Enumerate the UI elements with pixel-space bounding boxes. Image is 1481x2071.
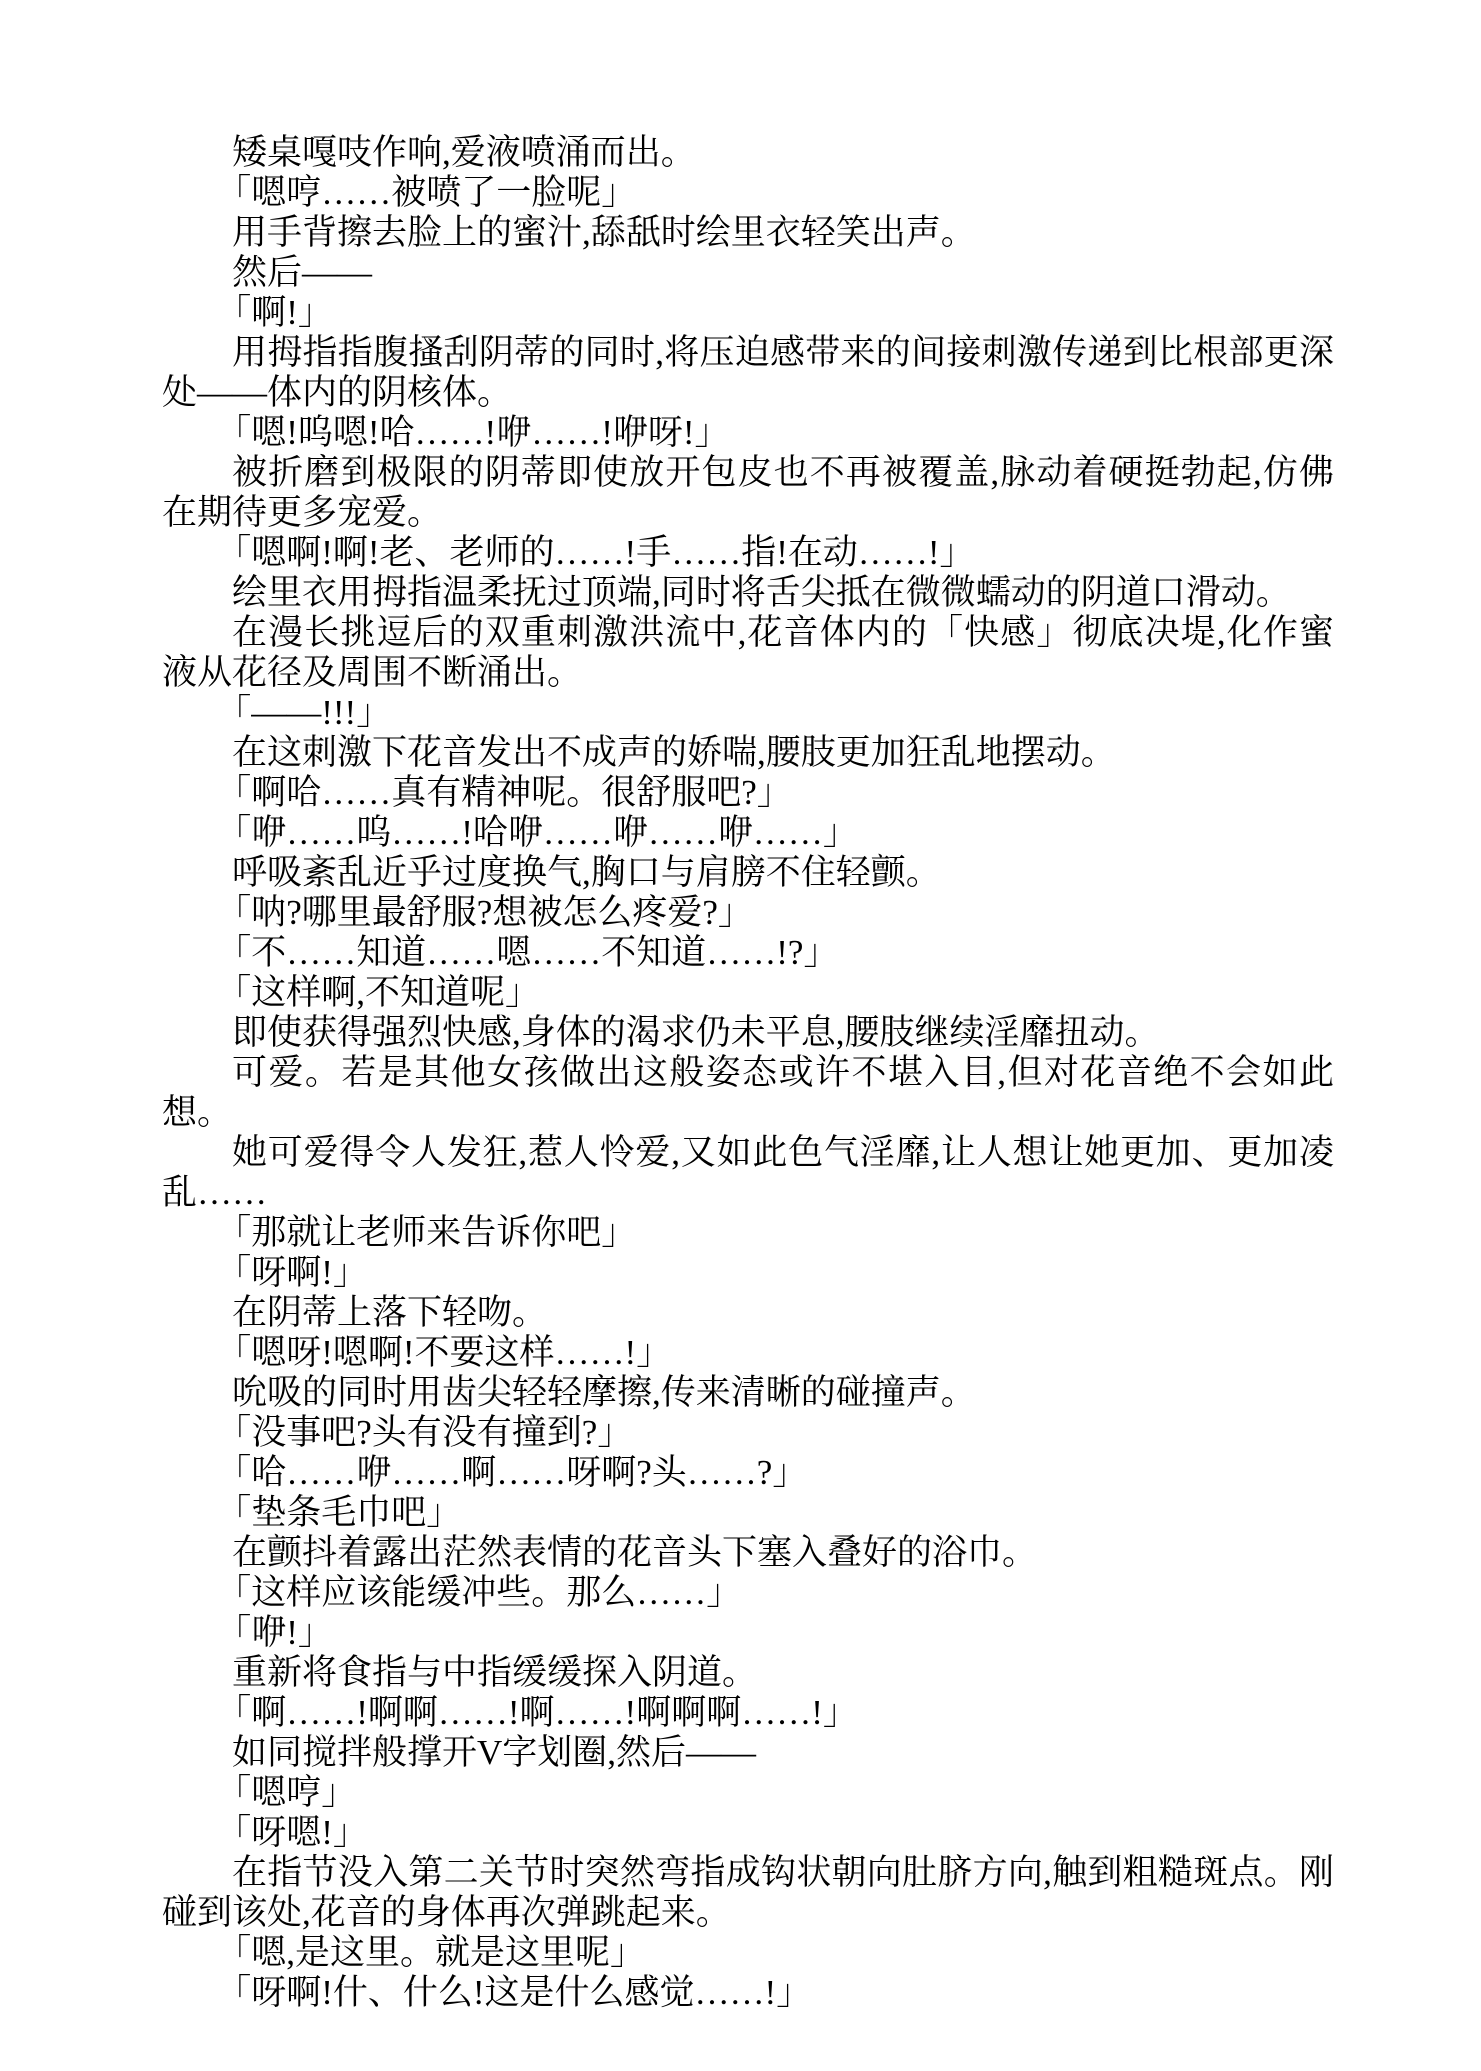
narration-paragraph: 矮桌嘎吱作响,爱液喷涌而出。 xyxy=(232,133,696,172)
dialogue-line: 「垫条毛巾吧」 xyxy=(216,1493,462,1532)
text-column xyxy=(162,133,1334,2013)
dialogue-line: 「啊!」 xyxy=(216,293,333,332)
dialogue-line: 「不……知道……嗯……不知道……!?」 xyxy=(216,933,839,972)
narration-paragraph: 被折磨到极限的阴蒂即使放开包皮也不再被覆盖,脉动着硬挺勃起,仿佛在期待更多宠爱。 xyxy=(162,453,1334,532)
narration-paragraph: 即使获得强烈快感,身体的渴求仍未平息,腰肢继续淫靡扭动。 xyxy=(232,1013,1160,1052)
narration-paragraph: 用手背擦去脸上的蜜汁,舔舐时绘里衣轻笑出声。 xyxy=(232,213,976,252)
dialogue-line: 「咿……呜……!哈咿……咿……咿……」 xyxy=(216,813,858,852)
dialogue-line: 「嗯,是这里。就是这里呢」 xyxy=(216,1933,646,1972)
narration-paragraph: 在颤抖着露出茫然表情的花音头下塞入叠好的浴巾。 xyxy=(232,1533,1038,1572)
narration-paragraph: 可爱。若是其他女孩做出这般姿态或许不堪入目,但对花音绝不会如此想。 xyxy=(162,1053,1334,1132)
narration-paragraph: 重新将食指与中指缓缓探入阴道。 xyxy=(232,1653,758,1692)
narration-paragraph: 如同搅拌般撑开V字划圈,然后—— xyxy=(232,1733,757,1772)
dialogue-line: 「——!!!」 xyxy=(216,693,392,732)
dialogue-line: 「嗯哼」 xyxy=(216,1773,357,1812)
dialogue-line: 「没事吧?头有没有撞到?」 xyxy=(216,1413,633,1452)
dialogue-line: 「嗯哼……被喷了一脸呢」 xyxy=(216,173,637,212)
dialogue-line: 「这样应该能缓冲些。那么……」 xyxy=(216,1573,742,1612)
dialogue-line: 「哈……咿……啊……呀啊?头……?」 xyxy=(216,1453,808,1492)
dialogue-line: 「啊……!啊啊……!啊……!啊啊啊……!」 xyxy=(216,1693,858,1732)
dialogue-line: 「呐?哪里最舒服?想被怎么疼爱?」 xyxy=(216,893,753,932)
narration-paragraph: 在这刺激下花音发出不成声的娇喘,腰肢更加狂乱地摆动。 xyxy=(232,733,1116,772)
dialogue-line: 「嗯!呜嗯!哈……!咿……!咿呀!」 xyxy=(216,413,730,452)
narration-paragraph: 用拇指指腹搔刮阴蒂的同时,将压迫感带来的间接刺激传递到比根部更深处——体内的阴核体。 xyxy=(162,333,1334,412)
dialogue-line: 「啊哈……真有精神呢。很舒服吧?」 xyxy=(216,773,792,812)
dialogue-line: 「嗯啊!啊!老、老师的……!手……指!在动……!」 xyxy=(216,533,975,572)
dialogue-line: 「那就让老师来告诉你吧」 xyxy=(216,1213,637,1252)
narration-paragraph: 在阴蒂上落下轻吻。 xyxy=(232,1293,548,1332)
narration-paragraph: 绘里衣用拇指温柔抚过顶端,同时将舌尖抵在微微蠕动的阴道口滑动。 xyxy=(232,573,1291,612)
dialogue-line: 「这样啊,不知道呢」 xyxy=(216,973,541,1012)
dialogue-line: 「呀啊!」 xyxy=(216,1253,368,1292)
narration-paragraph: 她可爱得令人发狂,惹人怜爱,又如此色气淫靡,让人想让她更加、更加凌乱…… xyxy=(162,1133,1334,1212)
dialogue-line: 「嗯呀!嗯啊!不要这样……!」 xyxy=(216,1333,672,1372)
narration-paragraph: 吮吸的同时用齿尖轻轻摩擦,传来清晰的碰撞声。 xyxy=(232,1373,976,1412)
dialogue-line: 「呀嗯!」 xyxy=(216,1813,368,1852)
narration-paragraph: 然后—— xyxy=(232,253,373,292)
dialogue-line: 「呀啊!什、什么!这是什么感觉……!」 xyxy=(216,1973,812,2012)
dialogue-line: 「咿!」 xyxy=(216,1613,333,1652)
narration-paragraph: 在漫长挑逗后的双重刺激洪流中,花音体内的「快感」彻底决堤,化作蜜液从花径及周围不断涌出。 xyxy=(162,613,1334,692)
narration-paragraph: 在指节没入第二关节时突然弯指成钩状朝向肚脐方向,触到粗糙斑点。刚碰到该处,花音的身体再次弹跳起来。 xyxy=(162,1853,1334,1932)
narration-paragraph: 呼吸紊乱近乎过度换气,胸口与肩膀不住轻颤。 xyxy=(232,853,941,892)
